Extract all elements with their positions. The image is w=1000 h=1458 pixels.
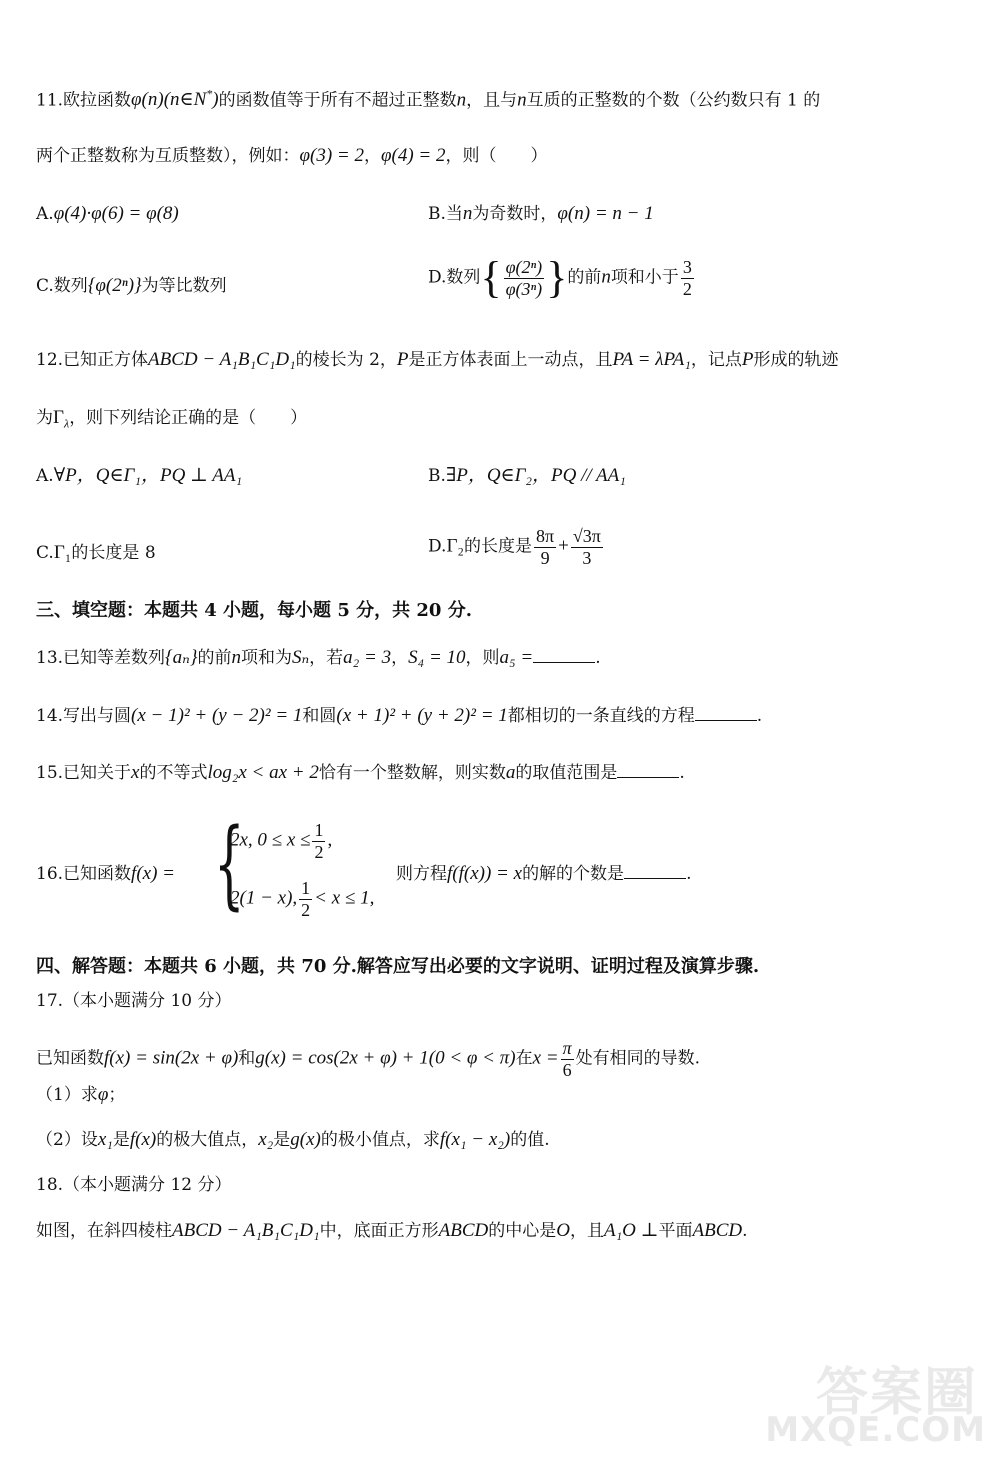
q13-text: ， <box>391 648 409 668</box>
q11-text: 11.欧拉函数 <box>36 90 132 111</box>
q14-circle1: (x − 1)² + (y − 2)² = 1 <box>131 705 303 726</box>
fraction-denominator: 2 <box>301 899 311 920</box>
watermark-chinese: 答案圈 <box>815 1363 978 1423</box>
q13-text: ，若 <box>309 648 344 668</box>
q18-perp: A₁O ⊥ <box>603 1220 659 1241</box>
site-watermark <box>765 1350 986 1450</box>
q16-text: 16.已知函数 <box>36 864 132 884</box>
case-end: , <box>327 829 333 851</box>
q14 <box>36 706 762 725</box>
section-4-heading: 四、解答题：本题共 6 小题，共 70 分.解答应写出必要的文字说明、证明过程及演算步骤. <box>36 956 760 977</box>
q14-circle2: (x + 1)² + (y + 2)² = 1 <box>336 705 508 726</box>
q13-s4: S₄ = 10 <box>408 647 466 668</box>
q12-line1 <box>36 350 838 369</box>
plus-sign: + <box>558 535 569 557</box>
option-label: C.数列 <box>36 276 88 296</box>
option-label: D.数列 <box>428 267 481 288</box>
fraction-numerator: 1 <box>301 878 311 898</box>
q17-text: 的极大值点， <box>156 1130 259 1150</box>
q17-gx: g(x) <box>290 1129 321 1150</box>
fraction-denominator: 3 <box>582 547 592 568</box>
q18-plane: ABCD <box>692 1220 743 1241</box>
q15 <box>36 763 685 782</box>
q18-text: . <box>742 1221 748 1241</box>
q17-text: （1）求 <box>36 1085 98 1105</box>
q11-text: ， <box>364 146 381 166</box>
q16-piecewise <box>214 808 394 931</box>
q15-text: . <box>679 763 685 783</box>
q17-g: g(x) = cos(2x + φ) + 1(0 < φ < π) <box>255 1047 516 1069</box>
option-math: φ(4)·φ(6) = φ(8) <box>53 203 179 224</box>
q18-text: 中，底面正方形 <box>319 1221 439 1241</box>
option-math: {φ(2ⁿ)} <box>87 275 142 296</box>
q12-var-p: P <box>741 349 754 370</box>
q18-base: ABCD <box>438 1220 489 1241</box>
case-fraction <box>299 878 312 920</box>
q13-text: 项和为 <box>240 648 292 668</box>
brace-open: { <box>480 253 502 302</box>
q13-text: ，则 <box>465 648 500 668</box>
q18-title: 18.（本小题满分 12 分） <box>36 1175 232 1195</box>
q17-title: 17.（本小题满分 10 分） <box>36 991 232 1011</box>
fraction-numerator: 3 <box>682 256 692 277</box>
answer-blank <box>617 776 679 778</box>
fraction-numerator: φ(2ⁿ) <box>505 256 543 277</box>
option-math: ∀P，Q∈Γ₁，PQ ⊥ AA₁ <box>53 465 243 486</box>
q17-text: 处有相同的导数. <box>575 1048 701 1069</box>
option-math: ∃P，Q∈Γ₂，PQ // AA₁ <box>445 465 626 486</box>
q11-text: 的函数值等于所有不超过正整数 <box>218 90 457 111</box>
option-text: 为等比数列 <box>141 276 227 296</box>
q11-example1: φ(3) = 2 <box>299 145 364 166</box>
q15-var-a: a <box>505 762 516 783</box>
q12-option-d <box>428 526 605 568</box>
section-3-heading: 三、填空题：本题共 4 小题，每小题 5 分，共 20 分. <box>36 600 472 621</box>
answer-blank <box>624 877 686 879</box>
q11-text: ，且与 <box>466 90 518 111</box>
q12-text: 12.已知正方体 <box>36 350 149 370</box>
q13-text: . <box>595 648 601 668</box>
q13-var-n: n <box>231 647 241 668</box>
option-fraction <box>504 257 545 299</box>
q15-var-x: x <box>131 762 140 783</box>
q13-a2: a₂ = 3 <box>343 647 392 668</box>
q11-option-b <box>428 204 654 223</box>
q17-text: 和 <box>238 1048 256 1069</box>
q17-text: 的极小值点，求 <box>320 1130 440 1150</box>
q17-part-1 <box>36 1085 125 1104</box>
q17-x2: x₂ <box>258 1129 274 1150</box>
q18-statement <box>36 1221 748 1240</box>
option-fraction <box>681 257 694 299</box>
q17-text: 在 <box>515 1048 533 1069</box>
q11-phi-def <box>131 89 219 110</box>
case-expression: 2x, 0 ≤ x ≤ <box>230 829 311 851</box>
option-text: 的前 <box>567 267 602 288</box>
option-fraction <box>534 526 556 568</box>
q12-gamma-sub: λ <box>63 416 70 431</box>
q11-phi-def-end: ) <box>212 89 219 111</box>
q17-text: 的值. <box>510 1130 550 1150</box>
q12-var-p: P <box>396 349 409 370</box>
q14-text: 都相切的一条直线的方程 <box>507 706 695 726</box>
q11-line1 <box>36 88 820 109</box>
q11-example2: φ(4) = 2 <box>381 145 446 166</box>
q12-gamma: Γ <box>53 407 64 428</box>
q16-equation: f(f(x)) = x <box>447 863 523 884</box>
q14-text: 和圆 <box>302 706 337 726</box>
watermark-url: MXQE.COM <box>765 1410 986 1450</box>
q12-text: 是正方体表面上一动点，且 <box>408 350 613 370</box>
q17-fx: f(x) <box>129 1129 157 1150</box>
q13-sum: Sₙ <box>291 647 310 668</box>
option-label: C. <box>36 543 54 563</box>
fraction-numerator: 8π <box>536 526 555 546</box>
q16-lead <box>36 864 175 883</box>
option-text: 的长度是 <box>464 536 533 557</box>
piecewise-case-2 <box>230 878 374 920</box>
q11-var-n: n <box>517 89 527 111</box>
piecewise-brace: { <box>214 808 245 920</box>
q12-text: 的棱长为 2， <box>295 350 397 370</box>
brace-close: } <box>546 253 568 302</box>
q18-text: ，且 <box>569 1221 604 1241</box>
case-fraction <box>312 820 325 862</box>
q17-x1: x₁ <box>97 1129 113 1150</box>
q17-text: 是 <box>273 1130 291 1150</box>
answer-blank <box>695 719 757 721</box>
q13 <box>36 648 601 667</box>
option-label: B. <box>428 466 446 486</box>
option-var: n <box>462 203 473 224</box>
q17-target: f(x₁ − x₂) <box>439 1129 511 1150</box>
q11-text: 互质的正整数的个数（公约数只有 1 的 <box>526 90 821 111</box>
q13-text: 13.已知等差数列 <box>36 648 166 668</box>
q15-text: 的取值范围是 <box>515 763 618 783</box>
q15-text: 恰有一个整数解，则实数 <box>318 763 506 783</box>
fraction-numerator: √3π <box>572 526 601 546</box>
q13-a5: a₅ = <box>499 647 534 668</box>
fraction-denominator: 6 <box>562 1059 572 1080</box>
q18-text: 的中心是 <box>488 1221 557 1241</box>
q17-text: ； <box>108 1085 126 1105</box>
fraction-denominator: 2 <box>314 841 324 862</box>
q17-text: 是 <box>112 1130 130 1150</box>
fraction-numerator: 1 <box>314 820 324 840</box>
q17-text: 已知函数 <box>36 1048 104 1069</box>
option-var: n <box>601 266 611 288</box>
q18-text: 平面 <box>658 1221 693 1241</box>
fraction-denominator: 9 <box>540 547 550 568</box>
answer-blank <box>533 661 595 663</box>
q13-text: 的前 <box>197 648 232 668</box>
q11-var-n: n <box>456 89 467 111</box>
q15-inequality: log₂x < ax + 2 <box>207 762 319 783</box>
q16-text: . <box>686 864 692 884</box>
option-label: B.当 <box>428 204 463 224</box>
option-label: A. <box>36 466 54 486</box>
option-label: A. <box>36 204 54 224</box>
option-math: φ(n) = n − 1 <box>557 203 654 224</box>
q16-text: 的解的个数是 <box>522 864 625 884</box>
q11-option-c <box>36 276 227 295</box>
q11-option-a <box>36 204 179 223</box>
q11-text: 两个正整数称为互质整数），例如： <box>36 146 300 166</box>
q17-x: x = <box>532 1047 559 1069</box>
fraction-denominator: 2 <box>682 278 692 299</box>
q18-text: 如图，在斜四棱柱 <box>36 1221 172 1241</box>
q12-text: 为 <box>36 408 53 428</box>
q16-function: f(x) = <box>131 863 175 884</box>
q11-line2 <box>36 146 548 165</box>
q12-option-a <box>36 466 242 485</box>
q11-phi-def-sup: * <box>206 87 213 101</box>
case-expression: 2(1 − x), <box>230 887 298 909</box>
q16-tail <box>396 864 691 883</box>
q12-text: 形成的轨迹 <box>753 350 839 370</box>
q18-prism: ABCD − A₁B₁C₁D₁ <box>172 1220 320 1241</box>
q12-cube: ABCD − A₁B₁C₁D₁ <box>148 349 296 370</box>
q12-line2 <box>36 408 307 429</box>
q11-option-d <box>428 253 696 302</box>
q17-text: （2）设 <box>36 1130 98 1150</box>
q12-text: ，则下列结论正确的是（ ） <box>69 408 308 428</box>
q17-f: f(x) = sin(2x + φ) <box>104 1047 239 1069</box>
option-fraction <box>571 526 603 568</box>
q11-phi-def-main: φ(n)(n∈N <box>131 89 207 111</box>
option-text: 为奇数时， <box>472 204 558 224</box>
q17-statement <box>36 1038 700 1080</box>
q12-option-b <box>428 466 626 485</box>
q11-text: ，则（ ） <box>445 146 548 166</box>
q17-fraction <box>561 1038 574 1080</box>
option-text: 的长度是 8 <box>71 543 156 563</box>
q15-text: 15.已知关于 <box>36 763 132 783</box>
option-math: Γ₂ <box>446 535 465 557</box>
q16-text: 则方程 <box>396 864 447 884</box>
fraction-numerator: π <box>562 1038 572 1058</box>
q18-var-o: O <box>556 1220 570 1241</box>
q12-option-c <box>36 543 156 562</box>
option-text: 项和小于 <box>610 267 679 288</box>
q14-text: 14.写出与圆 <box>36 706 132 726</box>
fraction-denominator: φ(3ⁿ) <box>505 278 543 299</box>
option-math: Γ₁ <box>53 542 72 563</box>
q12-text: ，记点 <box>690 350 742 370</box>
q15-text: 的不等式 <box>139 763 208 783</box>
case-end: < x ≤ 1, <box>314 887 375 909</box>
q13-sequence: {aₙ} <box>165 647 198 668</box>
q17-part-2 <box>36 1130 550 1149</box>
option-label: D. <box>428 536 447 557</box>
q12-condition: PA = λPA₁ <box>612 349 691 370</box>
piecewise-case-1 <box>230 820 332 862</box>
q17-phi: φ <box>97 1084 109 1105</box>
q14-text: . <box>756 706 763 726</box>
